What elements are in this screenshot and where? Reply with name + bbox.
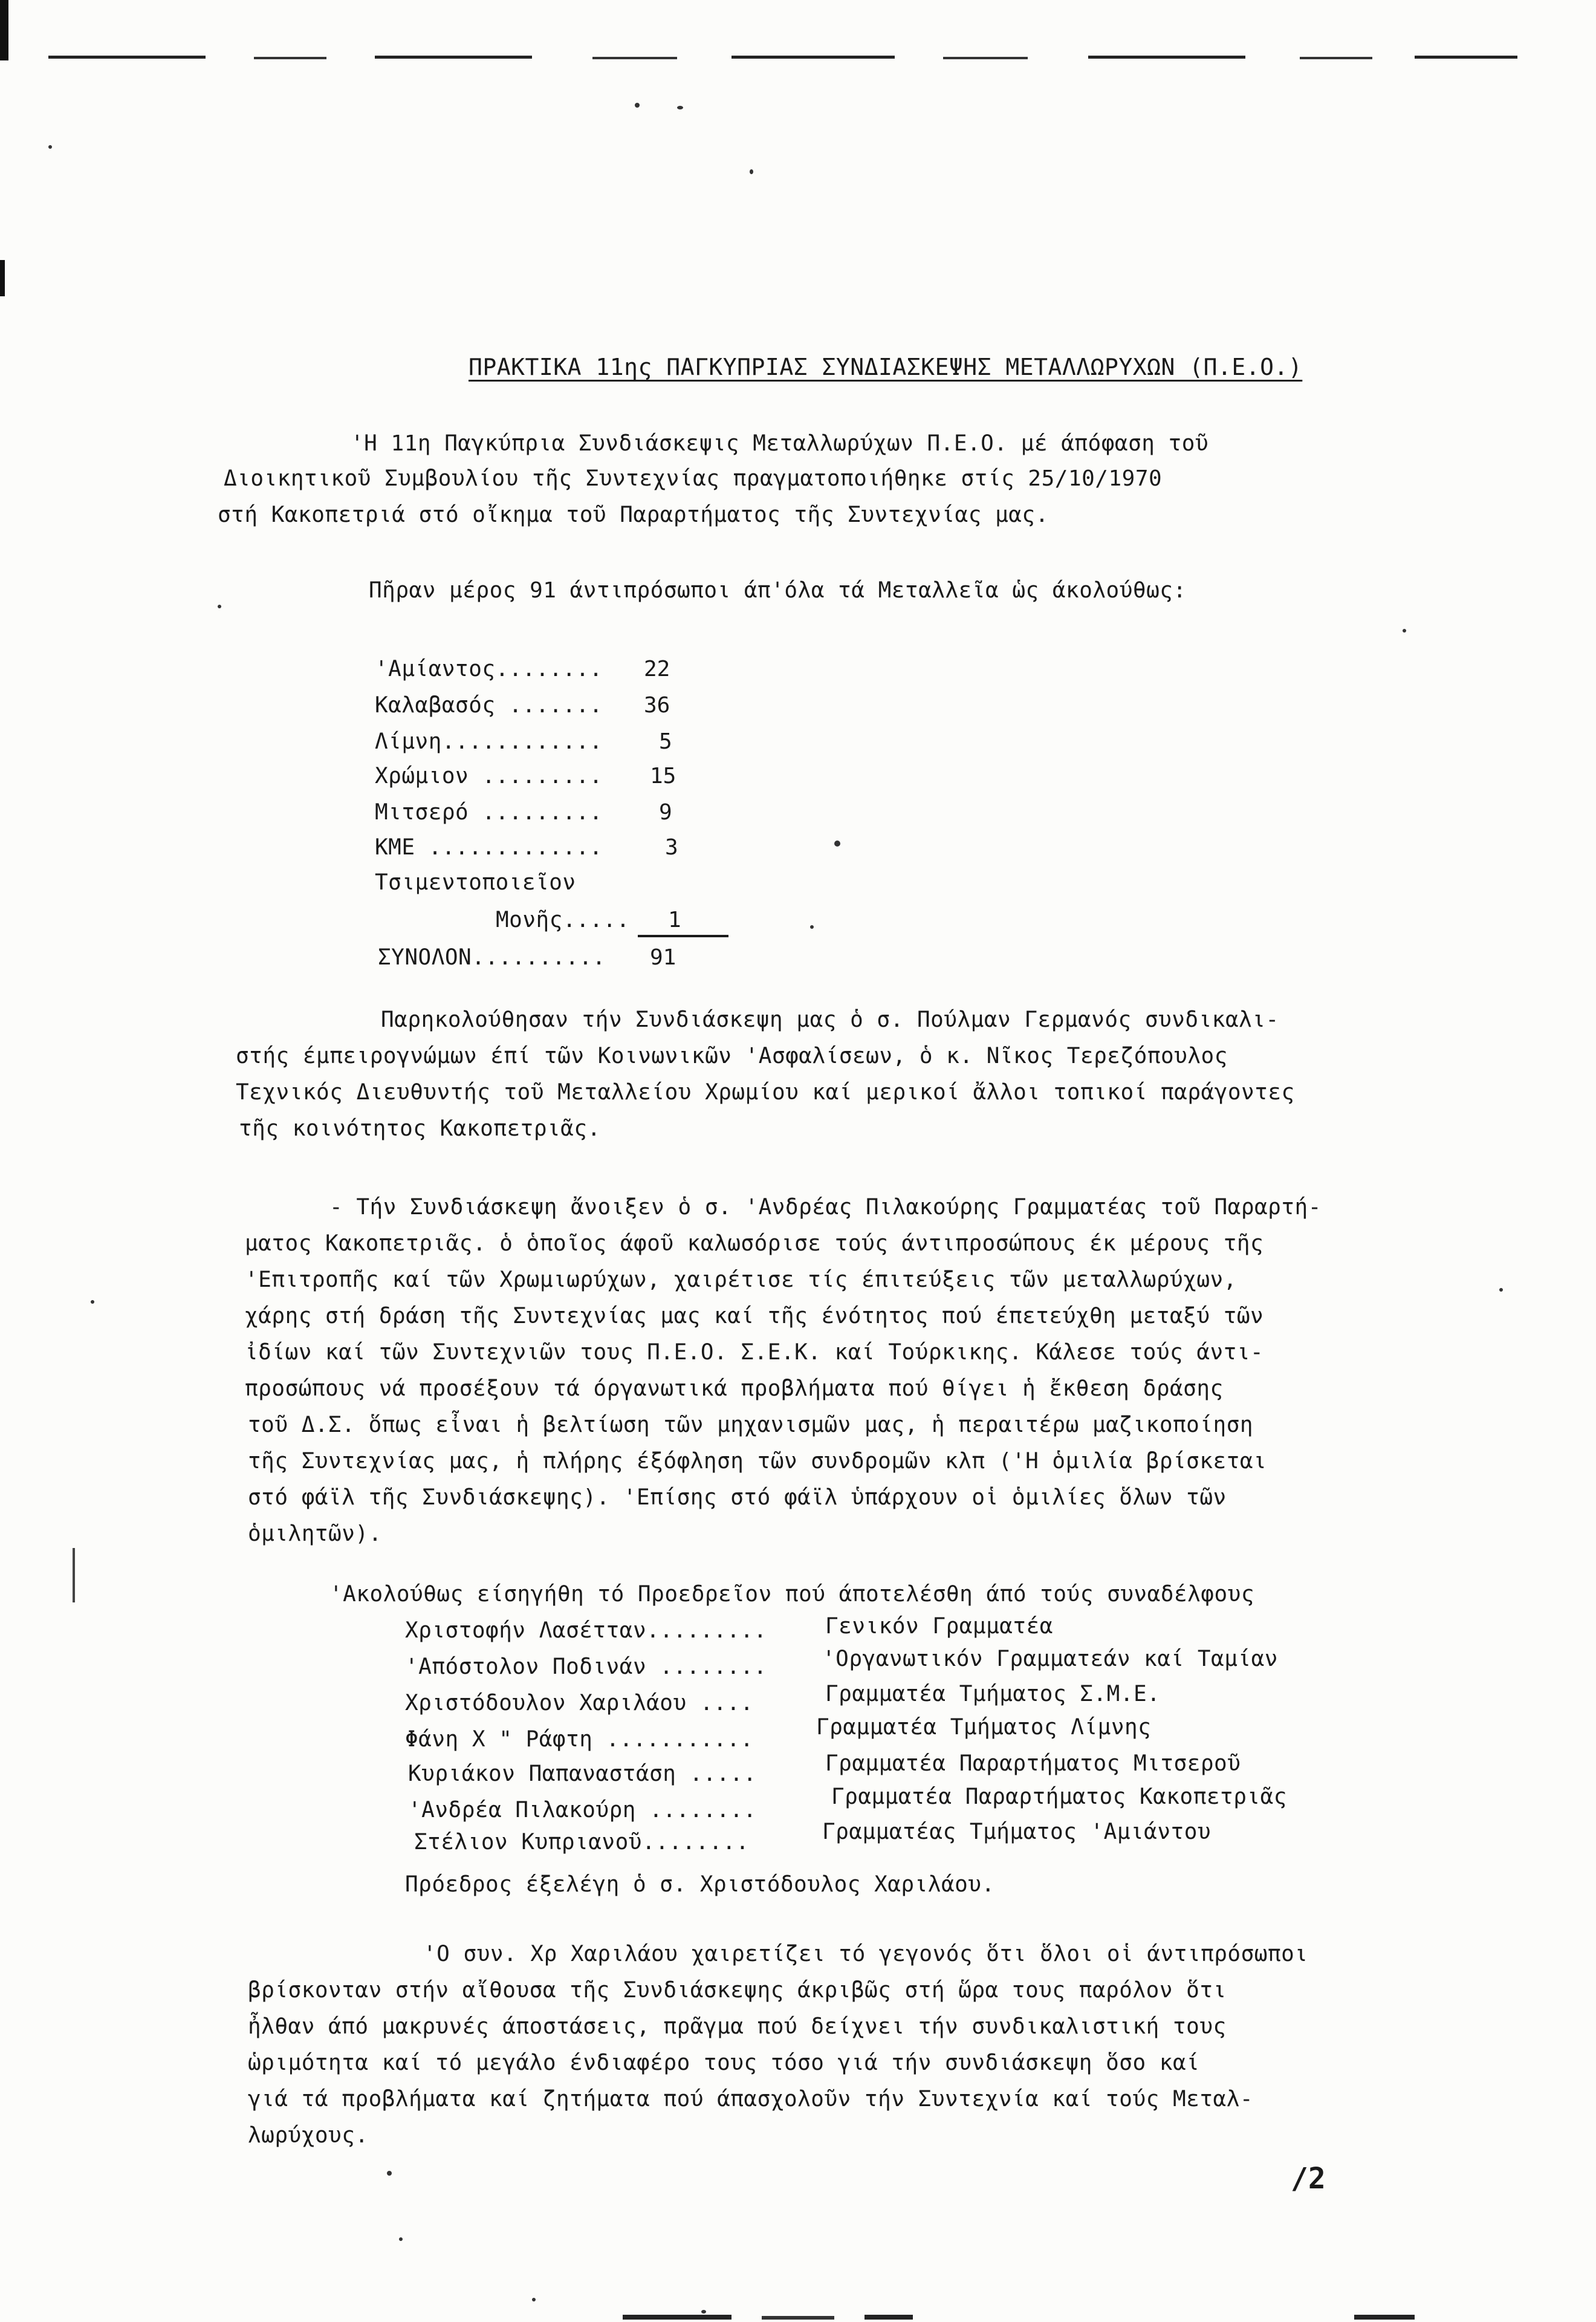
greeting-line: ὡριμότητα καί τό μεγάλο ένδιαφέρο τους τόσο γιά τήν συνδιάσκεψη ὅσο καί [248, 2050, 1200, 2075]
scan-speck [48, 145, 52, 149]
opening-line: προσώπους νά προσέξουν τά όργανωτικά προβλήματα πού θίγει ἡ ἔκθεση δράσης [245, 1376, 1224, 1401]
participant-name: Τσιμεντοποιεῖον [375, 870, 576, 895]
opening-line: ὁμιλητῶν). [248, 1521, 382, 1546]
observers-line: Παρηκολούθησαν τήν Συνδιάσκεψη μας ὁ σ. Πούλμαν Γερμανός συνδικαλι- [381, 1007, 1279, 1032]
presidium-member-role: Γραμματέας Τμήματος 'Αμιάντου [822, 1820, 1212, 1844]
scan-artifact-line [1300, 57, 1372, 59]
presidium-member-role: Γραμματέα Παραρτήματος Κακοπετριᾶς [831, 1784, 1287, 1809]
presidium-member-role: Γραμματέα Τμήματος Σ.Μ.Ε. [825, 1682, 1161, 1706]
scan-artifact-line [48, 56, 206, 59]
participant-name: ΚΜΕ ............. [375, 835, 603, 860]
scan-speck [635, 103, 640, 108]
scan-artifact-line [1354, 2315, 1415, 2320]
scan-artifact-line [762, 2316, 834, 2320]
scan-speck [91, 1300, 94, 1304]
participant-name: Μονῆς..... [496, 908, 630, 932]
total-underline [638, 935, 728, 937]
presidium-member-name: 'Ανδρέα Πιλακούρη ........ [408, 1798, 757, 1823]
opening-line: ἰδίων καί τῶν Συντεχνιῶν τους Π.Ε.Ο. Σ.Ε.Κ. καί Τούρκικης. Κάλεσε τούς άντι- [245, 1340, 1264, 1365]
presidium-member-name: 'Απόστολον Ποδινάν ........ [405, 1654, 767, 1679]
greeting-line: βρίσκονταν στήν αἴθουσα τῆς Συνδιάσκεψης άκριβῶς στή ὥρα τους παρόλον ὅτι [248, 1978, 1227, 2003]
participant-name: Μιτσερό ......... [375, 800, 603, 825]
presidium-member-name: Χριστοφήν Λασέτταν......... [405, 1618, 767, 1643]
presidium-member-role: Γενικόν Γραμματέα [825, 1614, 1053, 1639]
presidium-member-name: Φάνη Χ " Ράφτη ........... [405, 1727, 754, 1752]
participant-count: 9 [659, 800, 672, 825]
participants-intro: Πῆραν μέρος 91 άντιπρόσωποι άπ'όλα τά Μεταλλεῖα ὡς άκολούθως: [369, 578, 1187, 603]
opening-line: χάρης στή δράση τῆς Συντεχνίας μας καί τῆς ένότητος πού έπετεύχθη μεταξύ τῶν [245, 1304, 1264, 1328]
scan-speck [677, 106, 683, 109]
opening-line: στό φάϊλ τῆς Συνδιάσκεψης). 'Επίσης στό φάϊλ ὑπάρχουν οἱ ὁμιλίες ὅλων τῶν [248, 1485, 1227, 1510]
scan-artifact-line [0, 0, 8, 60]
presidium-member-role: Γραμματέα Τμήματος Λίμνης [816, 1715, 1152, 1740]
presidium-member-role: 'Οργανωτικόν Γραμματεάν καί Ταμίαν [822, 1647, 1278, 1671]
presidium-intro: 'Ακολούθως είσηγήθη τό Προεδρεῖον πού άποτελέσθη άπό τούς συναδέλφους [329, 1582, 1254, 1607]
presidium-member-name: Στέλιον Κυπριανοῦ........ [414, 1830, 750, 1855]
presidium-member-name: Χριστόδουλον Χαριλάου .... [405, 1691, 754, 1715]
intro-line: 'Η 11η Παγκύπρια Συνδιάσκεψις Μεταλλωρύχων Π.Ε.Ο. μέ άπόφαση τοῦ [351, 431, 1209, 456]
scan-speck [532, 2298, 536, 2301]
chair-line: Πρόεδρος έξελέγη ὁ σ. Χριστόδουλος Χαριλάου. [405, 1872, 995, 1897]
scan-speck [1403, 629, 1406, 633]
scan-artifact-line [943, 57, 1028, 59]
scan-artifact-line [254, 57, 326, 59]
scan-artifact-line [1415, 56, 1517, 59]
participant-name: Λίμνη............ [375, 729, 603, 754]
participant-count: 3 [665, 835, 678, 860]
scan-artifact-line [73, 1548, 75, 1602]
participant-count: 22 [644, 657, 670, 681]
opening-line: τῆς Συντεχνίας μας, ἡ πλήρης έξόφληση τῶν συνδρομῶν κλπ ('Η ὁμιλία βρίσκεται [248, 1449, 1267, 1474]
scan-speck [218, 605, 221, 608]
opening-line: ματος Κακοπετριᾶς. ὁ ὁποῖος άφοῦ καλωσόρισε τούς άντιπροσώπους έκ μέρους τῆς [245, 1231, 1264, 1256]
participant-count: 15 [650, 764, 676, 789]
scan-speck [399, 2237, 403, 2241]
participant-count: 1 [668, 908, 681, 932]
greeting-line: ἦλθαν άπό μακρυνές άποστάσεις, πρᾶγμα πού δείχνει τήν συνδικαλιστική τους [248, 2014, 1227, 2039]
observers-line: Τεχνικός Διευθυντής τοῦ Μεταλλείου Χρωμίου καί μερικοί ἄλλοι τοπικοί παράγοντες [236, 1080, 1295, 1105]
total-label: ΣΥΝΟΛΟΝ.......... [378, 945, 606, 970]
scan-speck [387, 2171, 392, 2176]
participant-count: 36 [644, 693, 670, 718]
presidium-member-name: Κυριάκον Παπαναστάση ..... [408, 1761, 757, 1786]
opening-line: τοῦ Δ.Σ. ὅπως εἶναι ἡ βελτίωση τῶν μηχανισμῶν μας, ἡ περαιτέρω μαζικοποίηση [248, 1413, 1254, 1437]
scan-artifact-line [731, 56, 895, 59]
scan-speck [750, 169, 753, 174]
intro-line: Διοικητικοῦ Συμβουλίου τῆς Συντεχνίας πραγματοποιήθηκε στίς 25/10/1970 [224, 466, 1163, 491]
greeting-line: γιά τά προβλήματα καί ζητήματα πού άπασχολοῦν τήν Συντεχνία καί τούς Μεταλ- [248, 2087, 1254, 2112]
scan-speck [1499, 1288, 1503, 1292]
participant-name: 'Αμίαντος........ [375, 657, 603, 681]
opening-line: 'Επιτροπῆς καί τῶν Χρωμιωρύχων, χαιρέτισε τίς έπιτεύξεις τῶν μεταλλωρύχων, [245, 1267, 1237, 1292]
presidium-member-role: Γραμματέα Παραρτήματος Μιτσεροῦ [825, 1751, 1241, 1776]
scan-speck [701, 2310, 706, 2314]
participant-count: 5 [659, 729, 672, 754]
observers-line: στής έμπειρογνώμων έπί τῶν Κοινωνικῶν 'Ασφαλίσεων, ὁ κ. Νῖκος Τερεζόπουλος [236, 1044, 1228, 1068]
scan-artifact-line [623, 2315, 731, 2320]
scan-artifact-line [864, 2315, 913, 2320]
page-number: /2 [1291, 2162, 1326, 2196]
opening-line: - Τήν Συνδιάσκεψη ἄνοιξεν ὁ σ. 'Ανδρέας Πιλακούρης Γραμματέας τοῦ Παραρτή- [329, 1195, 1322, 1220]
scan-artifact-line [592, 57, 677, 59]
scan-artifact-line [1088, 56, 1245, 59]
observers-line: τῆς κοινότητος Κακοπετριᾶς. [239, 1116, 601, 1141]
scan-speck [810, 925, 814, 929]
total-count: 91 [650, 945, 676, 970]
participant-name: Καλαβασός ....... [375, 693, 603, 718]
greeting-line: 'Ο συν. Χρ Χαριλάου χαιρετίζει τό γεγονός ὅτι ὅλοι οἱ άντιπρόσωποι [423, 1942, 1308, 1966]
participant-name: Χρώμιον ......... [375, 764, 603, 789]
scan-speck [834, 841, 840, 847]
scan-artifact-line [375, 56, 532, 59]
document-title: ΠΡΑΚΤΙΚΑ 11ης ΠΑΓΚΥΠΡΙΑΣ ΣΥΝΔΙΑΣΚΕΨΗΣ ΜΕΤΑΛΛΩΡΥΧΩΝ (Π.Ε.Ο.) [469, 354, 1303, 380]
greeting-line: λωρύχους. [248, 2123, 369, 2148]
scan-artifact-line [0, 260, 5, 296]
intro-line: στή Κακοπετριά στό οἴκημα τοῦ Παραρτήματος τῆς Συντεχνίας μας. [218, 502, 1049, 527]
